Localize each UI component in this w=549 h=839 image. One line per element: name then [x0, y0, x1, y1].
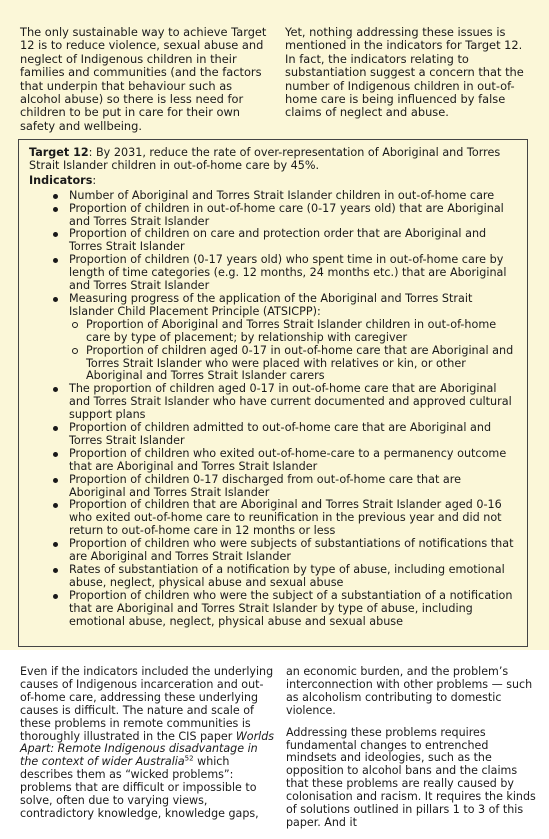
- body-left-column: [20, 666, 275, 830]
- indicator-item: Proportion of children admitted to out-of-home care that are Aboriginal and Torres Strait Islander: [69, 422, 517, 448]
- indicator-item: Proportion of children who exited out-of-home-care to a permanency outcome that are Aboriginal and Torres Strait Islander: [69, 448, 517, 474]
- body-right-column: [286, 666, 538, 839]
- target-label: Target 12: [29, 146, 89, 159]
- sub-indicator-item: Proportion of Aboriginal and Torres Strait Islander children in out-of-home care by type of placement; by relationship with caregiver: [86, 319, 517, 345]
- indicator-item: Proportion of children in out-of-home care (0-17 years old) that are Aboriginal and Torres Strait Islander: [69, 203, 517, 229]
- indicator-item: Proportion of children on care and protection order that are Aboriginal and Torres Strait Islander: [69, 228, 517, 254]
- target-statement: [29, 147, 517, 173]
- indicator-item: The proportion of children aged 0-17 in out-of-home care that are Aboriginal and Torres Strait Islander who have current documented and approved cultural support plans: [69, 383, 517, 422]
- target-text: : By 2031, reduce the rate of over-representation of Aboriginal and Torres Strait Islander children in out-of-home care by 45%.: [29, 146, 501, 172]
- indicator-item: Proportion of children 0-17 discharged from out-of-home care that are Aboriginal and Torres Strait Islander: [69, 474, 517, 500]
- indicator-item: Proportion of children that are Aboriginal and Torres Strait Islander aged 0-16 who exited out-of-home care to reunification in the previous year and did not return to out-of-home care in 12 months or less: [69, 499, 517, 538]
- indicator-item: Proportion of children (0-17 years old) who spent time in out-of-home care by length of time categories (e.g. 12 months, 24 months etc.) that are Aboriginal and Torres Strait Islander: [69, 254, 517, 293]
- indicators-list: [29, 190, 517, 629]
- body-left-paragraph: Even if the indicators included the underlying causes of Indigenous incarceration and out-of-home care, addressing these underlying causes is difficult. The nature and scale of these problems in remote communities is thoroughly illustrated in the CIS paper Worlds Apart: Remote Indigenous disadvantage in the context of wider Australia$^{52}$ which describes them as “wicked problems”: problems that are difficult or impossible to solve, often due to varying views, contradictory knowledge, knowledge gaps,: [20, 665, 275, 820]
- intro-right-paragraph: Yet, nothing addressing these issues is mentioned in the indicators for Target 12. In fact, the indicators relating to substantiation suggest a concern that the number of Indigenous children in out-of-home care is being influenced by false claims of neglect and abuse.: [285, 25, 524, 120]
- indicator-item-text: Measuring progress of the application of the Aboriginal and Torres Strait Islander Child Placement Principle (ATSICPP):: [69, 291, 473, 318]
- indicator-item: Proportion of children who were the subject of a substantiation of a notification that are Aboriginal and Torres Strait Islander by type of abuse, including emotional abuse, neglect, physical abuse and sexual abuse: [69, 590, 517, 629]
- indicator-item: Proportion of children who were subjects of substantiations of notifications that are Aboriginal and Torres Strait Islander: [69, 538, 517, 564]
- cited-paper-title: Worlds Apart: Remote Indigenous disadvantage in the context of wider Australia: [20, 729, 275, 769]
- sub-indicator-item: Proportion of children aged 0-17 in out-of-home care that are Aboriginal and Torres Strait Islander who were placed with relatives or kin, or other Aboriginal and Torres Strait Islander carers: [86, 345, 517, 384]
- body-right-paragraph-1: an economic burden, and the problem’s interconnection with other problems — such as alcoholism contributing to domestic violence.: [286, 665, 533, 717]
- atsicpp-sub-list: [69, 319, 517, 384]
- indicator-item: Rates of substantiation of a notification by type of abuse, including emotional abuse, neglect, physical abuse and sexual abuse: [69, 564, 517, 590]
- footnote-ref[interactable]: 52: [184, 754, 194, 763]
- intro-left-paragraph: The only sustainable way to achieve Target 12 is to reduce violence, sexual abuse and neglect of Indigenous children in their families and communities (and the factors that underpin that behaviour such as alcohol abuse) so there is less need for children to be put in care for their own safety and wellbeing.: [20, 25, 267, 133]
- indicator-item: Number of Aboriginal and Torres Strait Islander children in out-of-home care: [69, 190, 517, 203]
- body-right-paragraph-2: Addressing these problems requires fundamental changes to entrenched mindsets and ideologies, such as the opposition to alcohol bans and the claims that these problems are really caused by colonisation and racism. It requires the kinds of solutions outlined in pillars 1 to 3 of this paper. And it: [286, 725, 536, 829]
- indicators-heading: Indicators:: [29, 173, 97, 187]
- indicator-item-atsicpp: [69, 293, 517, 383]
- target-12-box: [18, 139, 528, 647]
